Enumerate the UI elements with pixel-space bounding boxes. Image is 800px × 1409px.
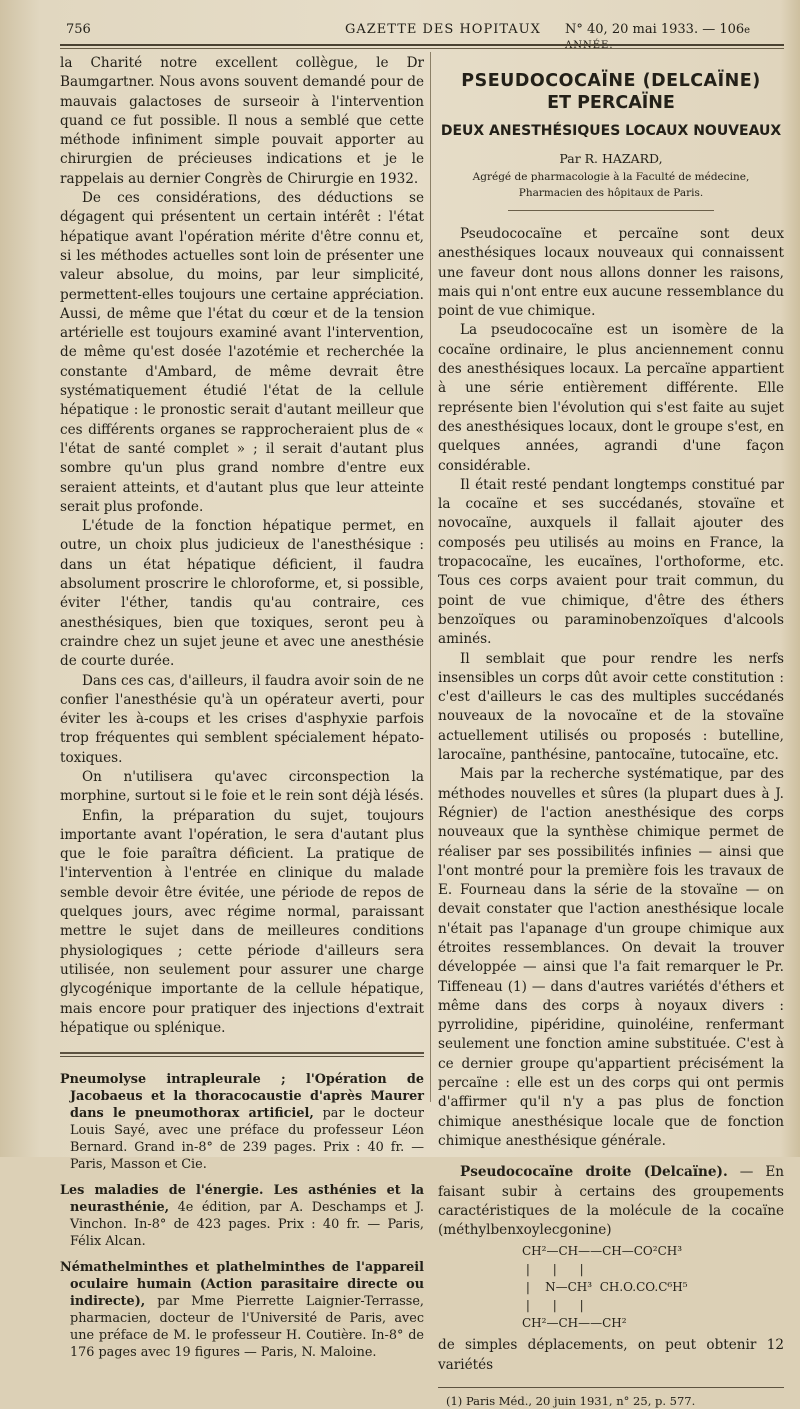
paragraph: De ces considérations, des déductions se dégagent qui présentent un certain intérêt : l'état hépatique avant l'opération mérite d'être connu et, si les méthodes actuelles sont loin de présenter une valeur absolue, du moins, par leur simplicité, permettent-elles toujours une certaine appréciation. Aussi, de même que l'état du cœur et de la tension artérielle est toujours examiné avant l'intervention, de même qu'est dosée l'azotémie et recherchée la constante d'Ambard, de même devrait être systématiquement étudié l'état de la cellule hépatique : le pronostic serait d'autant meilleur que ces différents organes se rapprocheraient plus de « l'état de santé complet » ; il serait d'autant plus sombre qu'un plus grand nombre d'entre eux seraient atteints, et d'autant plus que leur atteinte serait plus profonde.: [60, 190, 424, 515]
paragraph: Mais par la recherche systématique, par des méthodes nouvelles et sûres (la plupart dues à J. Régnier) de l'action anesthésique des corps nouveaux que la synthèse chimique permet de réaliser par ses possibilités infinies — ainsi que l'ont montré pour la première fois les travaux de E. Fourneau dans la série de la stovaïne — on devait constater que l'action anesthésique locale n'était pas l'apanage d'un groupe chimique aux étroites ressemblances. On devait la trouver développée — ainsi que l'a fait remarquer le Pr. Tiffeneau (1) — dans d'autres variétés d'éthers et même dans des corps à noyaux divers : pyrrolidine, pipéridine, quinoléine, renfermant seulement une fonction amine substituée. C'est à ce dernier groupe qu'appartient précisément la percaïne : elle est un des corps qui ont permis d'affirmer qu'il n'y a pas plus de fonction chimique anesthésique locale que de fonction chimique anesthésique générale.: [438, 766, 784, 1149]
paragraph: On n'utilisera qu'avec circonspection la morphine, surtout si le foie et le rein sont déjà lésés.: [60, 768, 424, 805]
right-column: [438, 70, 784, 1409]
paragraph: la Charité notre excellent collègue, le Dr Baumgartner. Nous avons souvent demandé pour de mauvais galactoses de surseoir à l'intervention quand ce fut possible. Il nous a semblé que cette méthode infiniment simple pouvait apporter au chirurgien de précieuses indications et je le rappelais au dernier Congrès de Chirurgie en 1932.: [60, 55, 424, 187]
paragraph: de simples déplacements, on peut obtenir 12 variétés: [438, 1337, 784, 1373]
left-column: [60, 54, 424, 1370]
bibliography-entry: [60, 1071, 424, 1173]
bibliography-entry: [60, 1259, 424, 1361]
bibliography-details: par le docteur Louis Sayé, avec une préface du professeur Léon Bernard. Grand in-8° de 239 pages. Prix : 40 fr. — Paris, Masson et Cie.: [70, 1106, 425, 1173]
bibliography-title: Pneumolyse intrapleurale ; l'Opération de Jacobaeus et la thoracocaustie d'après Maurer dans le pneumothorax artificiel,: [60, 1072, 424, 1122]
subsection-paragraph: [438, 1163, 784, 1240]
bibliography-entry: [60, 1182, 424, 1250]
chemical-formula: CH²—CH——CH—CO²CH³ | | | | N—CH³ CH.O.CO.C⁶H⁵ | | | CH²—CH——CH²: [522, 1244, 688, 1331]
bibliography-details: 4e édition, par A. Deschamps et J. Vinchon. In-8° de 423 pages. Prix : 40 fr. — Paris, Félix Alcan.: [70, 1200, 424, 1250]
column-divider: [430, 52, 431, 1102]
subsection-text: — En faisant subir à certains des groupements caractéristiques de la molécule de la cocaïne (méthylbenxoylecgonine): [438, 1164, 784, 1239]
article-author: Par R. HAZARD,: [559, 151, 663, 166]
bibliography-title: Némathelminthes et plathelminthes de l'appareil oculaire humain (Action parasitaire directe ou indirecte),: [60, 1260, 424, 1310]
issue-year-suffix: e ANNÉE.: [565, 25, 752, 51]
paragraph: Dans ces cas, d'ailleurs, il faudra avoir soin de ne confier l'anesthésie qu'à un opérateur averti, pour éviter les à-coups et les crises d'asphyxie parfois trop fréquentes qui semblent spécialement hépato-toxiques.: [60, 672, 424, 766]
paragraph: L'étude de la fonction hépatique permet, en outre, un choix plus judicieux de l'anesthésique : dans un état hépatique déficient, il faudra absolument proscrire le chloroforme, et, si possible, éviter l'éther, tandis qu'au contraire, ces anesthésiques, bien que toxiques, seront peu à craindre chez un sujet jeune et avec une anesthésie de courte durée.: [60, 518, 424, 670]
issue-date: N° 40, 20 mai 1933. — 106: [565, 22, 745, 37]
article-title: PSEUDOCOCAÏNE (DELCAÏNE): [461, 71, 761, 91]
author-affiliation: Agrégé de pharmacologie à la Faculté de médecine,: [472, 171, 750, 183]
footnote-rule: [438, 1387, 784, 1388]
bibliography-rule: [60, 1052, 424, 1054]
paragraph: Enfin, la préparation du sujet, toujours importante avant l'opération, le sera d'autant plus que le foie paraîtra déficient. La pratique de l'intervention à l'entrée en clinique du malade semble devoir être évitée, une période de repos de quelques jours, avec régime normal, paraissant mettre le sujet dans de meilleures conditions physiologiques ; cette période d'ailleurs sera utilisée, non seulement pour assurer une charge glycogénique importante de la cellule hépatique, mais encore pour pratiquer des injections d'extrait hépatique ou splénique.: [60, 807, 424, 1036]
page-header: [60, 22, 790, 51]
subsection-heading: Pseudococaïne droite (Delcaïne).: [460, 1164, 728, 1181]
title-separator: [508, 210, 714, 211]
bibliography-rule-thin: [60, 1056, 424, 1057]
paragraph: La pseudococaïne est un isomère de la cocaïne ordinaire, le plus anciennement connu des anesthésiques locaux. La percaïne appartient à une série entièrement différente. Elle représente bien l'évolution qui s'est faite au sujet des anesthésiques locaux, dont le groupe s'est, en quelques années, agrandi d'une façon considérable.: [438, 322, 784, 474]
page-number: 756: [66, 22, 91, 37]
article-title-line2: ET PERCAÏNE: [547, 93, 675, 113]
article-subtitle: DEUX ANESTHÉSIQUES LOCAUX NOUVEAUX: [440, 123, 782, 139]
journal-name: GAZETTE DES HOPITAUX: [345, 22, 541, 37]
footnote: (1) Paris Méd., 20 juin 1931, n° 25, p. 577.: [446, 1394, 696, 1409]
paragraph: Il était resté pendant longtemps constitué par la cocaïne et ses succédanés, stovaïne et novocaïne, auxquels il fallait ajouter des composés peu utilisés au moins en France, la tropacocaïne, les eucaïnes, l'orthoforme, etc. Tous ces corps avaient pour trait commun, du point de vue chimique, d'être des éthers benzoïques ou paraminobenzoïques d'alcools aminés.: [438, 476, 784, 648]
header-rule-thin: [60, 48, 784, 49]
paragraph: Pseudococaïne et percaïne sont deux anesthésiques locaux nouveaux qui connaissent une faveur dont nous allons donner les raisons, mais qui n'ont entre eux aucune ressemblance du point de vue chimique.: [438, 226, 784, 320]
header-rule: [60, 44, 784, 46]
bibliography-title: Les maladies de l'énergie. Les asthénies et la neurasthénie,: [60, 1183, 424, 1216]
bibliography-details: par Mme Pierrette Laignier-Terrasse, pharmacien, docteur de l'Université de Paris, avec une préface de M. le professeur H. Coutière. In-8° de 176 pages avec 19 figures — Paris, N. Maloine.: [70, 1294, 424, 1361]
author-affiliation-2: Pharmacien des hôpitaux de Paris.: [518, 187, 704, 199]
paragraph: Il semblait que pour rendre les nerfs insensibles un corps dût avoir cette constitution : c'est d'ailleurs le cas des multiples succédanés nouveaux de la novocaïne et de la stovaïne actuellement utilisés ou proposés : butelline, larocaïne, panthésine, pantocaïne, tutocaïne, etc.: [438, 650, 784, 764]
